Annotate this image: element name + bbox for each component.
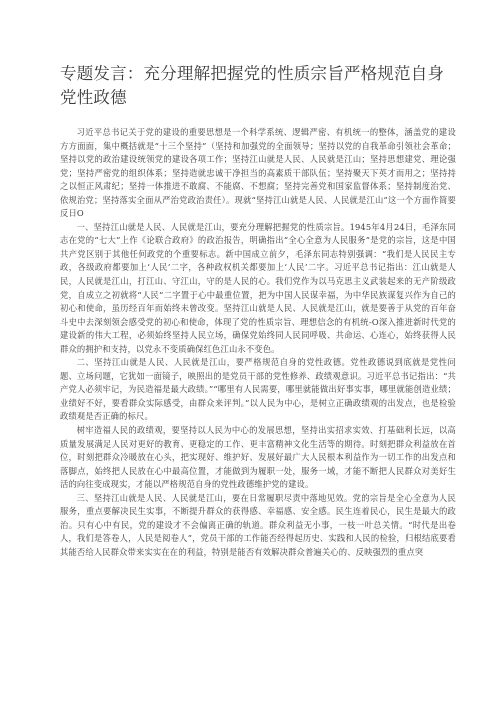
paragraph-section-two-continued: 树牢造福人民的政绩观，要坚持以人民为中心的发展思想，坚持出实招求实效、打基础利长远，以高质量发展满足人民对更好的教育、更稳定的工作、更丰富精神文化生活等的期待。时刻把群众利益放在首位，时刻把群众冷暖放在心头，把实现好、维护好、发展好最广大人民根本利益作为一切工作的出发点和落脚点，始终把人民放在心中最高位置，才能做到为履职一处，服务一域，才能不断把人民群众对美好生活的向往变成现实，才能以严格规范自身的党性政德维护党的建设。 (60, 425, 456, 490)
paragraph-section-three: 三、坚持江山就是人民、人民就是江山，要在日常履职尽责中落地见效。党的宗旨是全心全意为人民服务，重点要解决民生实事，不断提升群众的获得感、幸福感、安全感。民生连着民心，民生是最大的政治。只有心中有民，党的建设才不会偏离正确的轨道。群众利益无小事，一枝一叶总关情。“时代是出卷人，我们是答卷人，人民是阅卷人”，党员干部的工作能否经得起历史、实践和人民的检验，归根结底要看其能否给人民群众带来实实在在的利益，特别是能否有效解决群众普遍关心的、反映强烈的重点突 (60, 492, 456, 557)
paragraph-section-two: 二、坚持江山就是人民、人民就是江山，要严格规范自身的党性政德。党性政德说到底就是党性问题、立场问题，它犹如一面镜子，映照出的是党员干部的党性修养、政绩观意识。习近平总书记指出：“共产党人必须牢记，为民造福是最大政绩。”“哪里有人民需要，哪里就能做出好事实事，哪里就能创造业绩；业绩好不好，要看群众实际感受，由群众来评判。”以人民为中心，是树立正确政绩观的出发点，也是检验政绩观是否正确的标尺。 (60, 357, 456, 422)
document-page (60, 62, 456, 560)
document-title: 专题发言：充分理解把握党的性质宗旨严格规范自身党性政德 (60, 64, 445, 107)
paragraph-intro: 习近平总书记关于党的建设的重要思想是一个科学系统、逻辑严密、有机统一的整体，涵盖党的建设方方面面，集中概括就是“十三个坚持”（坚持和加强党的全面领导；坚持以党的自我革命引领社会革命；坚持以党的政治建设统领党的建设各项工作；坚持江山就是人民、人民就是江山；坚持思想建党、理论强党；坚持严密党的组织体系；坚持造就忠诚干净担当的高素质干部队伍；坚持聚天下英才而用之；坚持持之以恒正风肃纪；坚持一体推进不敢腐、不能腐、不想腐；坚持完善党和国家监督体系；坚持制度治党、依规治党；坚持落实全面从严治党政治责任）。现就“坚持江山就是人民、人民就是江山”这一个方面作简要反日O (60, 127, 456, 219)
paragraph-section-one: 一、坚持江山就是人民、人民就是江山，要充分理解把握党的性质宗旨。1945年4月24日，毛泽东同志在党的“七大”上作《论联合政府》的政治报告，明确指出“全心全意为人民服务”是党的宗旨，这是中国共产党区别于其他任何政党的个重要标志。新中国成立前夕，毛泽东同志特别强调：“我们是人民民主专政，各级政府都要加上‘人民’二字，各种政权机关都要加上‘人民’二字。习近平总书记指出：江山就是人民，人民就是江山，打江山、守江山，守的是人民的心。我们党作为以马克思主义武装起来的无产阶级政党，自成立之初就将“人民”二字置于心中最重位置，把为中国人民谋幸福，为中华民族谋复兴作为自己的初心和使命，虽历经百年而始终未曾改变。坚持江山就是人民、人民就是江山，就是要善于从党的百年奋斗史中去深刻领会感受党的初心和使命，体现了党的性质宗旨、理想信念的有机统-O深入推进新时代党的建设新的伟大工程，必须始终坚持人民立场，确保党始终同人民同呼吸、共命运、心连心，始终获得人民群众的拥护和支持，以党永不变质确保红色江山永不变色。 (60, 221, 456, 354)
